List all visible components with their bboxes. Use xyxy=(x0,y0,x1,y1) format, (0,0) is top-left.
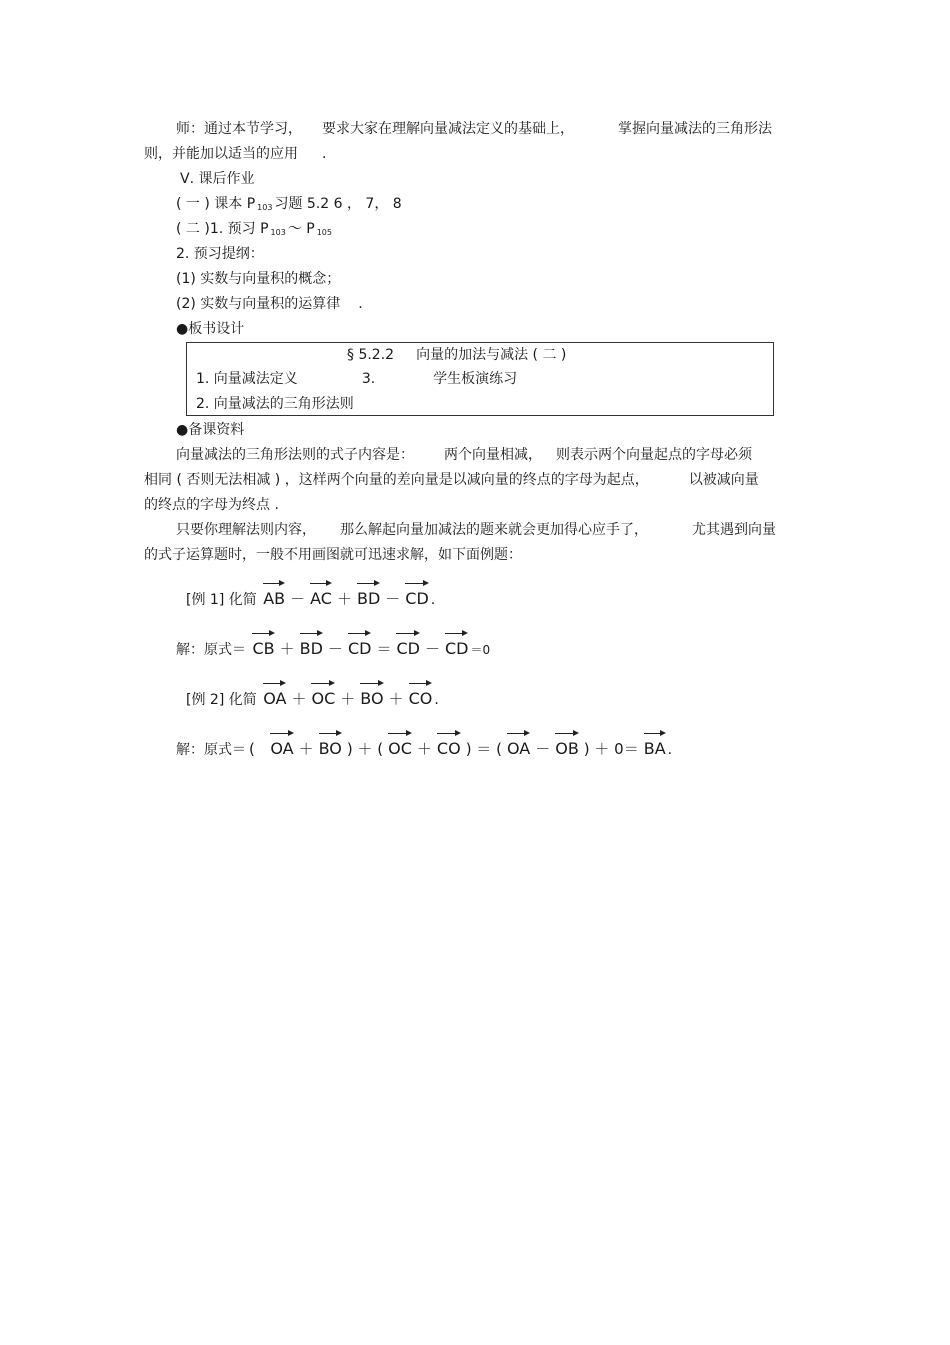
materials-heading: ●备课资料 xyxy=(176,422,245,438)
vector-bo: BO xyxy=(319,732,342,762)
vector-cd: CD xyxy=(445,632,469,662)
vector-co: CO xyxy=(437,732,461,762)
example-1: [例 1] 化简 AB － AC ＋ BD － CD . xyxy=(186,582,435,613)
homework-item-4: (1) 实数与向量积的概念； xyxy=(176,271,341,287)
conclusion-line-1: 师：通过本节学习， 要求大家在理解向量减法定义的基础上， 掌握向量减法的三角形法 xyxy=(176,121,772,137)
board-row-1: 1. 向量减法定义 3. 学生板演练习 xyxy=(196,371,518,387)
homework-item-1: ( 一 ) 课本 P $_{103}$ 习题 5.2 6 ， 7， 8 xyxy=(176,196,402,212)
vector-oa: OA xyxy=(263,682,286,712)
vector-ab: AB xyxy=(263,582,285,612)
vector-cd: CD xyxy=(405,582,429,612)
vector-oc: OC xyxy=(388,732,412,762)
homework-item-2: ( 二 )1. 预习 P $_{103}$ ～ P $_{105}$ xyxy=(176,221,332,237)
example-2: [例 2] 化简 OA ＋ OC ＋ BO ＋ CO . xyxy=(186,682,439,713)
vector-cd: CD xyxy=(396,632,420,662)
homework-item-5: (2) 实数与向量积的运算律 . xyxy=(176,296,363,312)
vector-oa: OA xyxy=(270,732,293,762)
homework-item-3: 2. 预习提纲： xyxy=(176,246,264,262)
conclusion-line-2: 则，并能加以适当的应用 . xyxy=(144,146,327,162)
solution-2: 解：原式＝ ( OA ＋ BO ) ＋ ( OC ＋ CO ) ＝ ( OA － OB ) ＋ 0＝ BA . xyxy=(176,732,672,763)
materials-p2-line-1: 只要你理解法则内容， 那么解起向量加减法的题来就会更加得心应手了， 尤其遇到向量 xyxy=(176,522,776,538)
vector-oa: OA xyxy=(507,732,530,762)
materials-p2-line-2: 的式子运算题时，一般不用画图就可迅速求解，如下面例题： xyxy=(144,547,522,563)
materials-p1-line-3: 的终点的字母为终点 . xyxy=(144,497,279,513)
vector-bd: BD xyxy=(300,632,323,662)
materials-p1-line-1: 向量减法的三角形法则的式子内容是： 两个向量相减， 则表示两个向量起点的字母必须 xyxy=(176,447,752,463)
vector-bo: BO xyxy=(360,682,383,712)
materials-p1-line-2: 相同 ( 否则无法相减 ) ，这样两个向量的差向量是以减向量的终点的字母为起点， 以被减向量 xyxy=(144,472,759,488)
solution-1: 解：原式＝ CB ＋ BD － CD ＝ CD － CD ＝0 xyxy=(176,632,490,663)
homework-heading: Ⅴ. 课后作业 xyxy=(180,171,255,187)
board-title: § 5.2.2 向量的加法与减法 ( 二 ) xyxy=(347,347,567,363)
vector-ba: BA xyxy=(644,732,666,762)
vector-ac: AC xyxy=(310,582,332,612)
vector-co: CO xyxy=(409,682,433,712)
board-heading: ●板书设计 xyxy=(176,321,245,337)
board-row-2: 2. 向量减法的三角形法则 xyxy=(196,396,354,412)
vector-cb: CB xyxy=(252,632,274,662)
vector-cd: CD xyxy=(348,632,372,662)
vector-ob: OB xyxy=(555,732,579,762)
vector-bd: BD xyxy=(357,582,380,612)
board-design-box xyxy=(186,342,774,416)
vector-oc: OC xyxy=(311,682,335,712)
